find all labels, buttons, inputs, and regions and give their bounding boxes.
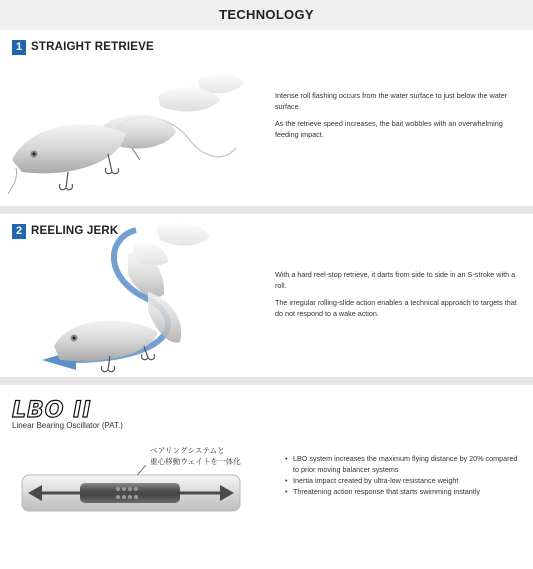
lbo-logo-text: LBO II	[12, 398, 92, 421]
straight-retrieve-section	[0, 30, 533, 208]
bullet-icon: •	[285, 487, 288, 496]
reeling-jerk-description	[275, 269, 520, 325]
straight-retrieve-illustration	[8, 68, 258, 203]
description-paragraph: As the retrieve speed increases, the bait wobbles with an overwhelming feeding impact.	[275, 119, 503, 139]
bearing-annotation	[150, 445, 241, 467]
reeling-jerk-section	[0, 214, 533, 377]
straight-retrieve-description	[275, 90, 520, 146]
section-heading	[12, 38, 154, 56]
list-item: • Inertia impact created by ultra-low resistance weight	[285, 476, 459, 485]
annotation-line: ベアリングシステムと	[150, 446, 225, 455]
page-title: TECHNOLOGY	[219, 7, 314, 22]
section-divider	[0, 206, 533, 214]
annotation-line: 重心移動ウェイトを一体化	[150, 457, 241, 466]
bullet-icon: •	[285, 476, 288, 485]
list-item: • Threatening action response that starts swimming instantly	[285, 487, 480, 496]
section-number-badge: 1	[12, 40, 26, 55]
technology-header	[0, 0, 533, 30]
description-paragraph: The irregular rolling-slide action enables a technical approach to targets that do not respond to a wake action.	[275, 298, 517, 318]
section-title: REELING JERK	[31, 225, 119, 237]
reeling-jerk-illustration	[36, 218, 226, 374]
section-divider	[0, 377, 533, 385]
description-paragraph: With a hard reel-stop retrieve, it darts from side to side in an S-stroke with a roll.	[275, 270, 516, 290]
lbo-logo	[10, 397, 140, 421]
lbo-subtitle: Linear Bearing Oscillator (PAT.)	[12, 421, 123, 430]
section-number-badge: 2	[12, 224, 26, 239]
section-title: STRAIGHT RETRIEVE	[31, 41, 154, 53]
lbo-weight-diagram	[20, 465, 245, 520]
lbo-feature-list	[285, 453, 525, 497]
description-paragraph: Intense roll flashing occurs from the water surface to just below the water surface.	[275, 91, 508, 111]
bullet-icon: •	[285, 454, 288, 463]
lbo-section	[0, 385, 533, 569]
list-item: • LBO system increases the maximum flying distance by 20% compared to prior moving balancer systems	[285, 454, 518, 474]
